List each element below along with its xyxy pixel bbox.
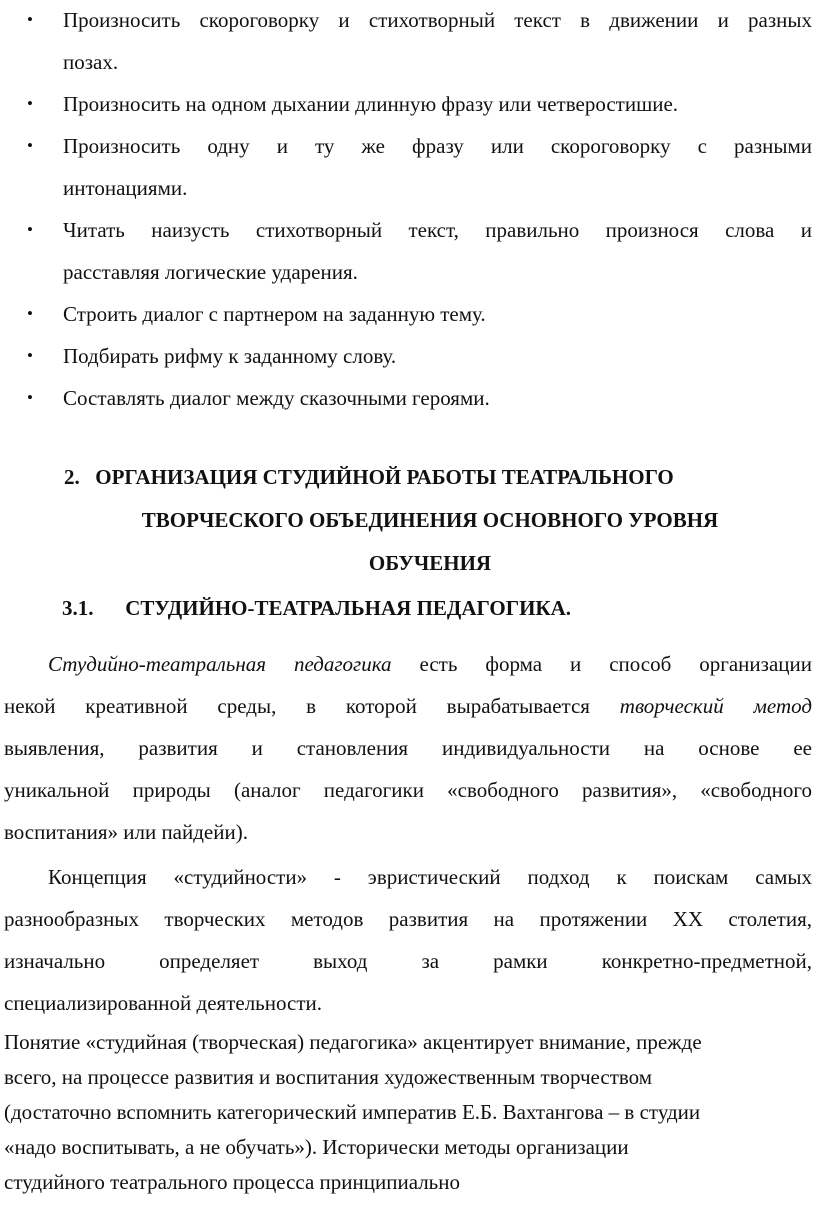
paragraph-line: изначально определяет выход за рамки конкретно-предметной,: [4, 949, 812, 973]
section-2-title-part: ОРГАНИЗАЦИЯ СТУДИЙНОЙ РАБОТЫ ТЕАТРАЛЬНОГО: [95, 465, 674, 489]
paragraph-line: Понятие «студийная (творческая) педагогика» акцентирует внимание, прежде: [4, 1030, 702, 1054]
bullet-text-line: Подбирать рифму к заданному слову.: [63, 344, 397, 368]
section-2-title-part: ТВОРЧЕСКОГО ОБЪЕДИНЕНИЯ ОСНОВНОГО УРОВНЯ: [141, 508, 719, 532]
bullet-text-line: позах.: [63, 50, 119, 74]
paragraph-line: воспитания» или пайдейи).: [4, 820, 248, 844]
skills-bullet-list: [0, 0, 816, 419]
paragraph-line: [4, 643, 812, 685]
bullet-text-line: интонациями.: [63, 176, 188, 200]
paragraph-studio-concept: [4, 856, 812, 1024]
paragraph-line: [4, 685, 812, 727]
paragraph-line: «надо воспитывать, а не обучать»). Исторически методы организации: [4, 1135, 629, 1159]
paragraph-line: специализированной деятельности.: [4, 991, 323, 1015]
bullet-item-5: [0, 293, 816, 335]
bullet-item-1: [0, 0, 816, 83]
bullet-icon: •: [27, 304, 33, 323]
section-2-heading: [0, 456, 816, 585]
section-2-title-part: ОБУЧЕНИЯ: [368, 551, 492, 575]
italic-term: Студийно-театральная педагогика: [48, 652, 392, 676]
bullet-text-line: Произносить скороговорку и стихотворный текст в движении и разных: [63, 8, 812, 32]
paragraph-creative-pedagogy: [4, 1025, 812, 1200]
bullet-item-3: [0, 125, 816, 209]
paragraph-line: Концепция «студийности» - эвристический подход к поискам самых: [48, 865, 812, 889]
paragraph-line: выявления, развития и становления индивидуальности на основе ее: [4, 736, 812, 760]
paragraph-line: уникальной природы (аналог педагогики «свободного развития», «свободного: [4, 778, 812, 802]
bullet-text-line: Произносить одну и ту же фразу или скороговорку с разными: [63, 134, 812, 158]
bullet-item-6: [0, 335, 816, 377]
paragraph-studio-pedagogy: [4, 643, 812, 853]
section-2-number: 2.: [64, 465, 80, 489]
bullet-icon: •: [27, 346, 33, 365]
bullet-icon: •: [27, 220, 33, 239]
bullet-item-2: [0, 83, 816, 125]
paragraph-text: некой креативной среды, в которой вырабатывается: [4, 694, 620, 718]
paragraph-line: всего, на процессе развития и воспитания художественным творчеством: [4, 1065, 653, 1089]
section-3-1-title: СТУДИЙНО-ТЕАТРАЛЬНАЯ ПЕДАГОГИКА.: [125, 596, 572, 620]
bullet-item-7: [0, 377, 816, 419]
bullet-text-line: Читать наизусть стихотворный текст, правильно произнося слова и: [63, 218, 812, 242]
bullet-icon: •: [27, 388, 33, 407]
bullet-icon: •: [27, 136, 33, 155]
paragraph-line: разнообразных творческих методов развития на протяжении XX столетия,: [4, 907, 812, 931]
paragraph-line: студийного театрального процесса принципиально: [4, 1170, 461, 1194]
italic-term: творческий метод: [619, 694, 812, 718]
paragraph-text: есть форма и способ организации: [391, 652, 812, 676]
bullet-text-line: расставляя логические ударения.: [63, 260, 358, 284]
bullet-item-4: [0, 209, 816, 293]
bullet-text-line: Произносить на одном дыхании длинную фразу или четверостишие.: [63, 92, 679, 116]
bullet-text-line: Строить диалог с партнером на заданную тему.: [63, 302, 486, 326]
section-3-1-number: 3.1.: [62, 596, 94, 620]
bullet-icon: •: [27, 94, 33, 113]
section-3-1-heading: [62, 588, 571, 628]
section-2-heading-line: [64, 456, 816, 499]
bullet-text-line: Составлять диалог между сказочными героями.: [63, 386, 490, 410]
paragraph-line: (достаточно вспомнить категорический императив Е.Б. Вахтангова – в студии: [4, 1100, 701, 1124]
bullet-icon: •: [27, 10, 33, 29]
